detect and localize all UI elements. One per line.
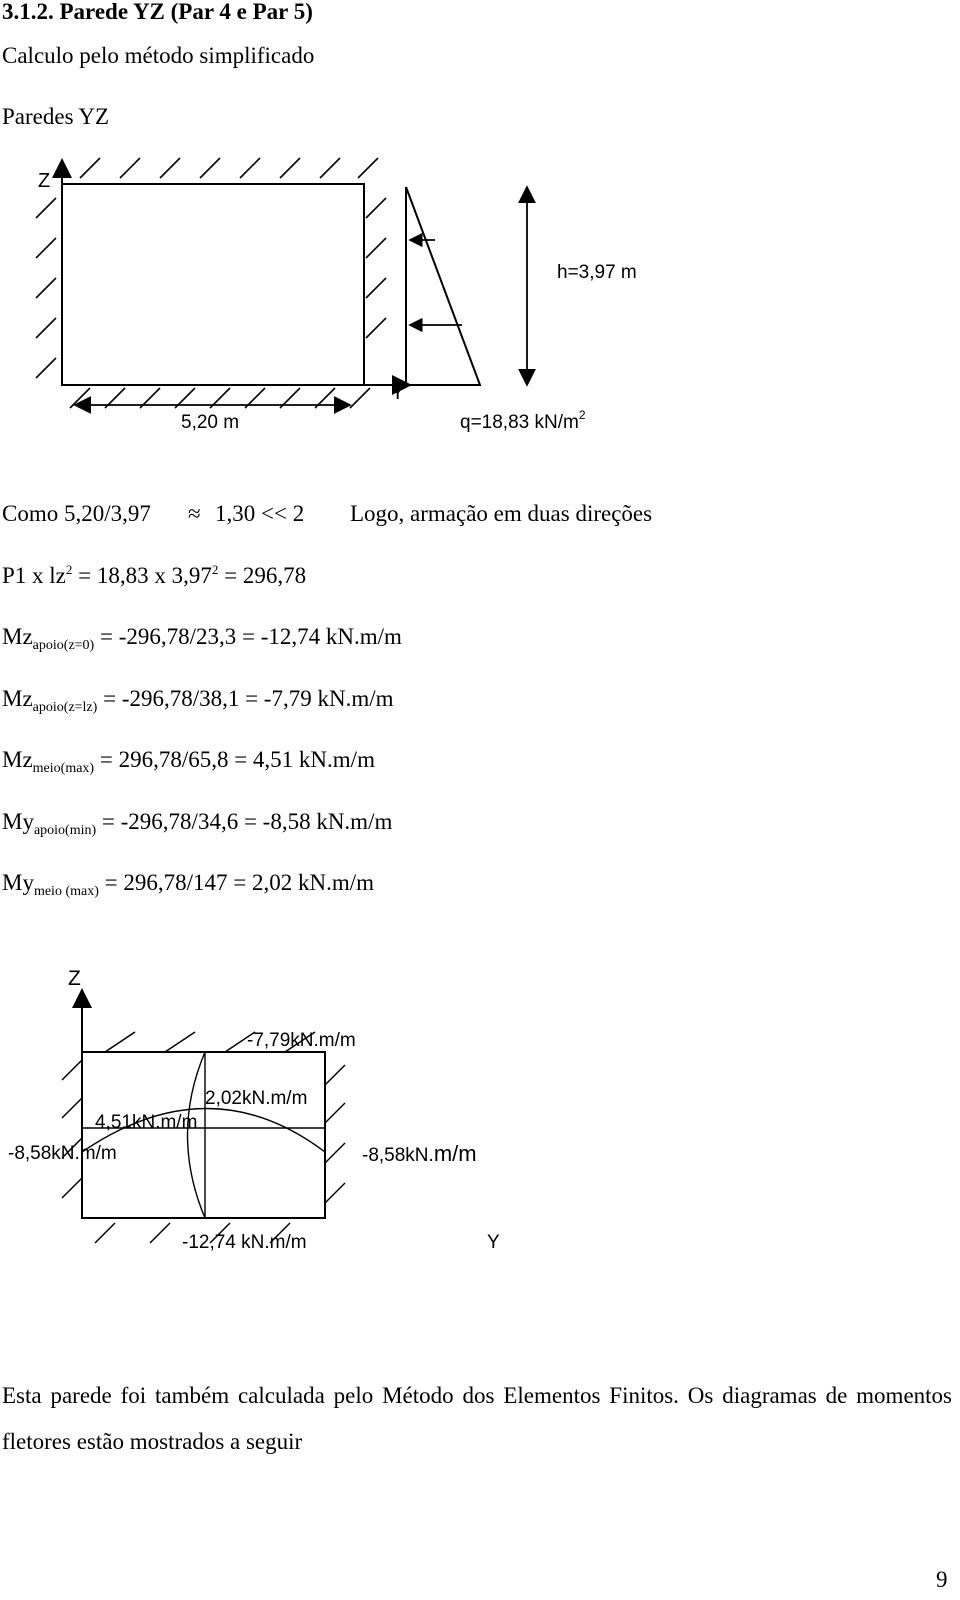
conclusion-text: Logo, armação em duas direções (350, 501, 653, 526)
formula-p1-lz: P1 x $lz^2 = 18,83$ x $3,97^2 = 296,78$ (2, 562, 307, 588)
fig2-z-axis-label: Z (68, 967, 81, 990)
height-label: h=3,97 m (557, 262, 637, 283)
load-label: q=18,83 $kN/m^2$ (460, 408, 586, 433)
walls-label: Paredes YZ (2, 104, 110, 129)
left-moment-label: -8,58kN.m/m (8, 1143, 117, 1164)
formula-my-meio-max: $My_{meio (max)} = 296,78/147 = 2,02$ kN.m/m (2, 870, 374, 899)
page-number: 9 (936, 1567, 948, 1592)
formula-my-apoio-min: $My_{apoio(min)} = -296,78/34,6 = -8,58$ kN.m/m (2, 809, 393, 838)
section-title: 3.1.2. Parede YZ (Par 4 e Par 5) (2, 0, 313, 24)
fig1-z-axis-label: Z (38, 170, 51, 192)
mz-mid-moment-label: 4,51kN.m/m (95, 1112, 198, 1133)
closing-paragraph: Esta parede foi também calculada pelo Método dos Elementos Finitos. Os diagramas de momentos fletores estão mostrados a seguir (2, 1383, 952, 1454)
approx-symbol: ≈ (188, 501, 201, 526)
formula-mz-apoio-zlz: $Mz_{apoio(z=lz)} = -296,78/38,1 = -7,79$ kN.m/m (2, 686, 394, 715)
mz-moment-curve (188, 1052, 206, 1218)
top-moment-label: -7,79kN.m/m (247, 1030, 356, 1051)
width-label: 5,20 m (181, 412, 240, 433)
formula-mz-apoio-z0: $Mz_{apoio(z=0)} = -296,78/23,3 = -12,74$ kN.m/m (2, 624, 402, 653)
ratio-value: 1,30 << 2 (215, 501, 305, 526)
fig2-y-axis-label: Y (487, 1232, 500, 1253)
panel-rectangle (82, 1052, 325, 1218)
my-mid-moment-label: 2,02kN.m/m (205, 1088, 308, 1109)
bottom-moment-label: -12,74 kN.m/m (182, 1232, 307, 1253)
ratio-text: Como 5,20/3,97 (2, 501, 151, 526)
right-moment-label: -8,58kN.m/m (362, 1141, 477, 1166)
fig1-y-axis-label: Y (391, 382, 405, 404)
formula-mz-meio-max: $Mz_{meio(max)} = 296,78/65,8 = 4,51$ kN.m/m (2, 747, 375, 776)
subtitle: Calculo pelo método simplificado (2, 43, 315, 68)
